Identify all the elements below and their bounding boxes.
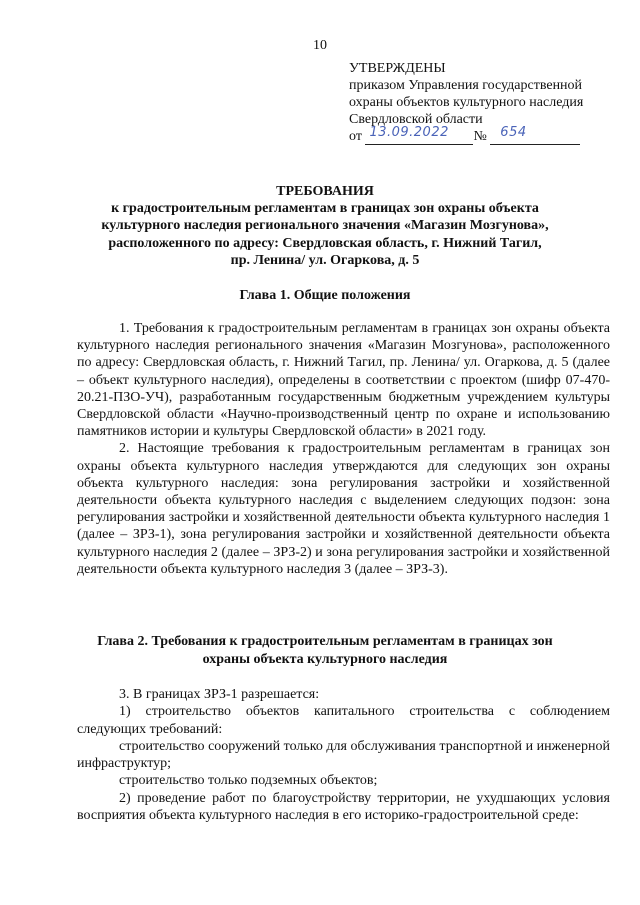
paragraph-2: 2. Настоящие требования к градостроительным регламентам в границах зон охраны объекта культурного наследия утверждаются для следующих зон охраны объекта культурного наследия: зона регулирования застройки и хозяйственной деятельности объекта культурного наследия с выделением следующих подзон: зона регулирования застройки и хозяйственной деятельности объекта культурного наследия 1 (далее – ЗРЗ-1), зона регулирования застройки и хозяйственной деятельности объекта культурного наследия 2 (далее – ЗРЗ-2) и зона регулирования застройки и хозяйственной деятельности объекта культурного наследия 3 (далее – ЗРЗ-3). — [77, 441, 610, 577]
paragraph-3: 3. В границах ЗРЗ-1 разрешается: — [119, 687, 320, 702]
approval-stamp — [349, 60, 611, 145]
title-line-2: к градостроительным регламентам в границах зон охраны объекта — [111, 201, 539, 217]
item-1b: строительство только подземных объектов; — [119, 773, 378, 789]
chapter-2-heading — [40, 633, 610, 668]
approval-heading: УТВЕРЖДЕНЫ — [349, 61, 446, 76]
approval-line-3: Свердловской области — [349, 112, 483, 127]
number-field — [490, 125, 580, 145]
title-line-5: пр. Ленина/ ул. Огаркова, д. 5 — [230, 252, 420, 268]
date-prefix: от — [349, 129, 362, 144]
date-field — [365, 125, 473, 145]
approval-line-1: приказом Управления государственной — [349, 78, 583, 93]
item-2: 2) проведение работ по благоустройству территории, не ухудшающих условия восприятия объекта культурного наследия в его историко-градостроительной среде: — [77, 790, 610, 824]
page-number: 10 — [313, 38, 327, 53]
chapter-1-heading: Глава 1. Общие положения — [239, 288, 411, 303]
number-prefix: № — [473, 129, 487, 144]
chapter-2-body — [77, 686, 610, 824]
title-line-4: расположенного по адресу: Свердловская область, г. Нижний Тагил, — [108, 235, 542, 251]
item-1a: строительство сооружений только для обслуживания транспортной и инженерной инфраструктур; — [77, 738, 610, 772]
paragraph-1: 1. Требования к градостроительным регламентам в границах зон охраны объекта культурного наследия регионального значения «Магазин Мозгунова», расположенного по адресу: Свердловская область, г. Нижний Тагил, пр. Ленина/ ул. Огаркова, д. 5 (далее – объект культурного наследия), определены в соответствии с проектом (шифр 07-470-20.21-ПЗО-УЧ), разработанным государственным бюджетным учреждением культуры Свердловской области «Научно-производственный центр по охране и использованию памятников истории и культуры Свердловской области» в 2021 году. — [77, 321, 610, 440]
chapter-1-body — [77, 320, 610, 578]
document-title — [40, 183, 610, 269]
handwritten-number: 654 — [500, 125, 527, 140]
approval-date-number-row — [349, 125, 611, 145]
title-line-3: культурного наследия регионального значения «Магазин Мозгунова», — [101, 218, 549, 234]
item-1: 1) строительство объектов капитального строительства с соблюдением следующих требований: — [77, 704, 610, 737]
title-line-1: ТРЕБОВАНИЯ — [276, 184, 374, 199]
chapter-2-heading-line-1: Глава 2. Требования к градостроительным регламентам в границах зон — [97, 634, 553, 649]
approval-line-2: охраны объектов культурного наследия — [349, 95, 584, 110]
chapter-2-heading-line-2: охраны объекта культурного наследия — [202, 651, 448, 667]
handwritten-date: 13.09.2022 — [369, 125, 449, 140]
